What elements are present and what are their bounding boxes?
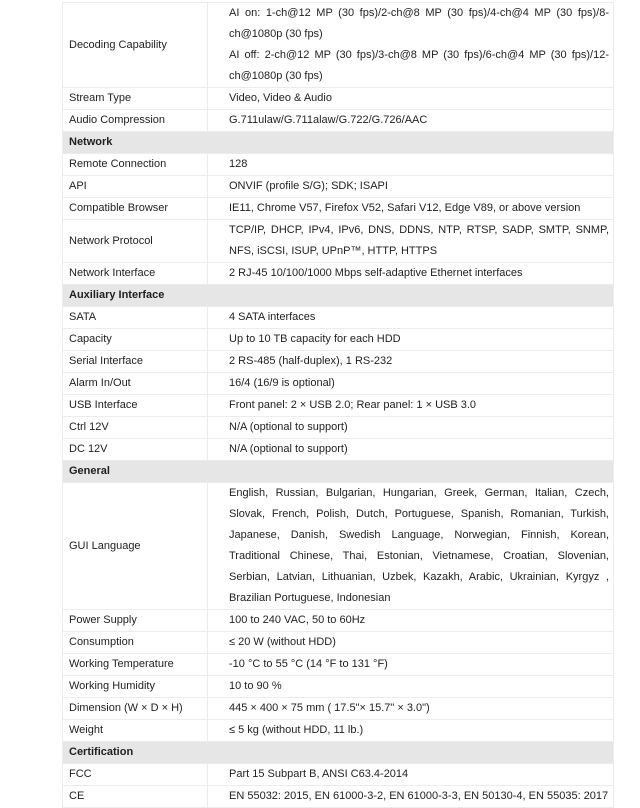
row-value-paragraph: AI off: 2-ch@12 MP (30 fps)/3-ch@8 MP (30 fps)/6-ch@4 MP (30 fps)/12-ch@1080p (30 fps) (229, 49, 609, 82)
row-value-paragraph: TCP/IP, DHCP, IPv4, IPv6, DNS, DDNS, NTP, RTSP, SADP, SMTP, SNMP, NFS, iSCSI, ISUP, UPnP™, HTTP, HTTPS (229, 224, 609, 257)
spec-row (63, 654, 613, 676)
section-header: Auxiliary Interface (63, 285, 613, 307)
row-value-paragraph: 2 RS-485 (half-duplex), 1 RS-232 (229, 355, 393, 367)
spec-row (63, 110, 613, 132)
row-value (208, 110, 613, 131)
row-value (208, 632, 613, 653)
row-value (208, 417, 613, 438)
row-label: CE (63, 786, 208, 807)
row-value-paragraph: 4 SATA interfaces (229, 311, 316, 323)
row-label: Power Supply (63, 610, 208, 631)
row-value (208, 3, 613, 87)
spec-row (63, 351, 613, 373)
row-value (208, 176, 613, 197)
row-label: Consumption (63, 632, 208, 653)
spec-table (62, 2, 614, 808)
row-value (208, 654, 613, 675)
row-value-paragraph: Up to 10 TB capacity for each HDD (229, 333, 401, 345)
row-label: Capacity (63, 329, 208, 350)
row-label: Working Humidity (63, 676, 208, 697)
row-label: Compatible Browser (63, 198, 208, 219)
section-header: Certification (63, 742, 613, 764)
spec-row (63, 3, 613, 88)
spec-row (63, 176, 613, 198)
row-label: Remote Connection (63, 154, 208, 175)
row-value-paragraph: AI on: 1-ch@12 MP (30 fps)/2-ch@8 MP (30 fps)/4-ch@4 MP (30 fps)/8-ch@1080p (30 fps) (229, 7, 609, 40)
row-value-paragraph: ONVIF (profile S/G); SDK; ISAPI (229, 180, 388, 192)
row-value (208, 198, 613, 219)
spec-row (63, 483, 613, 610)
spec-row (63, 786, 613, 808)
row-value (208, 483, 613, 609)
row-label: GUI Language (63, 483, 208, 609)
row-value-paragraph: 10 to 90 % (229, 680, 282, 692)
row-value-paragraph: G.711ulaw/G.711alaw/G.722/G.726/AAC (229, 114, 428, 126)
spec-row (63, 417, 613, 439)
row-value (208, 329, 613, 350)
row-value (208, 351, 613, 372)
row-value-paragraph: 128 (229, 158, 248, 170)
row-value-paragraph: EN 55032: 2015, EN 61000-3-2, EN 61000-3-3, EN 50130-4, EN 55035: 2017 (229, 790, 609, 802)
row-label: SATA (63, 307, 208, 328)
row-label: Stream Type (63, 88, 208, 109)
row-value (208, 439, 613, 460)
row-label: Network Protocol (63, 220, 208, 262)
spec-row (63, 263, 613, 285)
row-value (208, 786, 613, 807)
row-value (208, 154, 613, 175)
row-value-paragraph: 16/4 (16/9 is optional) (229, 377, 335, 389)
row-label: Ctrl 12V (63, 417, 208, 438)
row-value-paragraph: Part 15 Subpart B, ANSI C63.4-2014 (229, 768, 409, 780)
spec-row (63, 610, 613, 632)
row-label: Dimension (W × D × H) (63, 698, 208, 719)
row-label: Alarm In/Out (63, 373, 208, 394)
spec-row (63, 632, 613, 654)
row-value (208, 88, 613, 109)
row-value (208, 307, 613, 328)
row-value (208, 220, 613, 262)
spec-row (63, 676, 613, 698)
row-value (208, 720, 613, 741)
spec-row (63, 698, 613, 720)
section-header: General (63, 461, 613, 483)
row-label: Decoding Capability (63, 3, 208, 87)
row-value-paragraph: English, Russian, Bulgarian, Hungarian, Greek, German, Italian, Czech, Slovak, French, Polish, Dutch, Portuguese, Spanish, Romanian, Turkish, Japanese, Danish, Swedish Language, Norwegian, Finnish, Korean, Traditional Chinese, Thai, Estonian, Vietnamese, Croatian, Slovenian, Serbian, Latvian, Lithuanian, Uzbek, Kazakh, Arabic, Ukrainian, Kyrgyz , Brazilian Portuguese, Indonesian (229, 487, 609, 604)
row-label: FCC (63, 764, 208, 785)
row-label: USB Interface (63, 395, 208, 416)
spec-row (63, 439, 613, 461)
spec-row (63, 329, 613, 351)
row-value (208, 764, 613, 785)
row-value-paragraph: 100 to 240 VAC, 50 to 60Hz (229, 614, 366, 626)
row-value (208, 698, 613, 719)
row-value-paragraph: Front panel: 2 × USB 2.0; Rear panel: 1 × USB 3.0 (229, 399, 477, 411)
row-label: Network Interface (63, 263, 208, 284)
row-value-paragraph: IE11, Chrome V57, Firefox V52, Safari V12, Edge V89, or above version (229, 202, 581, 214)
row-label: Audio Compression (63, 110, 208, 131)
row-label: API (63, 176, 208, 197)
row-value-paragraph: ≤ 5 kg (without HDD, 11 lb.) (229, 724, 364, 736)
row-value-paragraph: N/A (optional to support) (229, 443, 348, 455)
spec-row (63, 373, 613, 395)
row-value (208, 610, 613, 631)
row-value (208, 676, 613, 697)
row-value-paragraph: Video, Video & Audio (229, 92, 332, 104)
row-value-paragraph: 445 × 400 × 75 mm ( 17.5"× 15.7" × 3.0") (229, 702, 430, 714)
spec-row (63, 220, 613, 263)
row-value-paragraph: 2 RJ-45 10/100/1000 Mbps self-adaptive Ethernet interfaces (229, 267, 523, 279)
spec-row (63, 307, 613, 329)
row-label: DC 12V (63, 439, 208, 460)
spec-row (63, 720, 613, 742)
row-value (208, 373, 613, 394)
row-value (208, 395, 613, 416)
row-value-paragraph: ≤ 20 W (without HDD) (229, 636, 336, 648)
spec-row (63, 88, 613, 110)
spec-row (63, 154, 613, 176)
spec-row (63, 198, 613, 220)
row-label: Working Temperature (63, 654, 208, 675)
row-value-paragraph: N/A (optional to support) (229, 421, 348, 433)
spec-row (63, 395, 613, 417)
row-label: Weight (63, 720, 208, 741)
section-header: Network (63, 132, 613, 154)
row-value-paragraph: -10 °C to 55 °C (14 °F to 131 °F) (229, 658, 388, 670)
row-label: Serial Interface (63, 351, 208, 372)
row-value (208, 263, 613, 284)
